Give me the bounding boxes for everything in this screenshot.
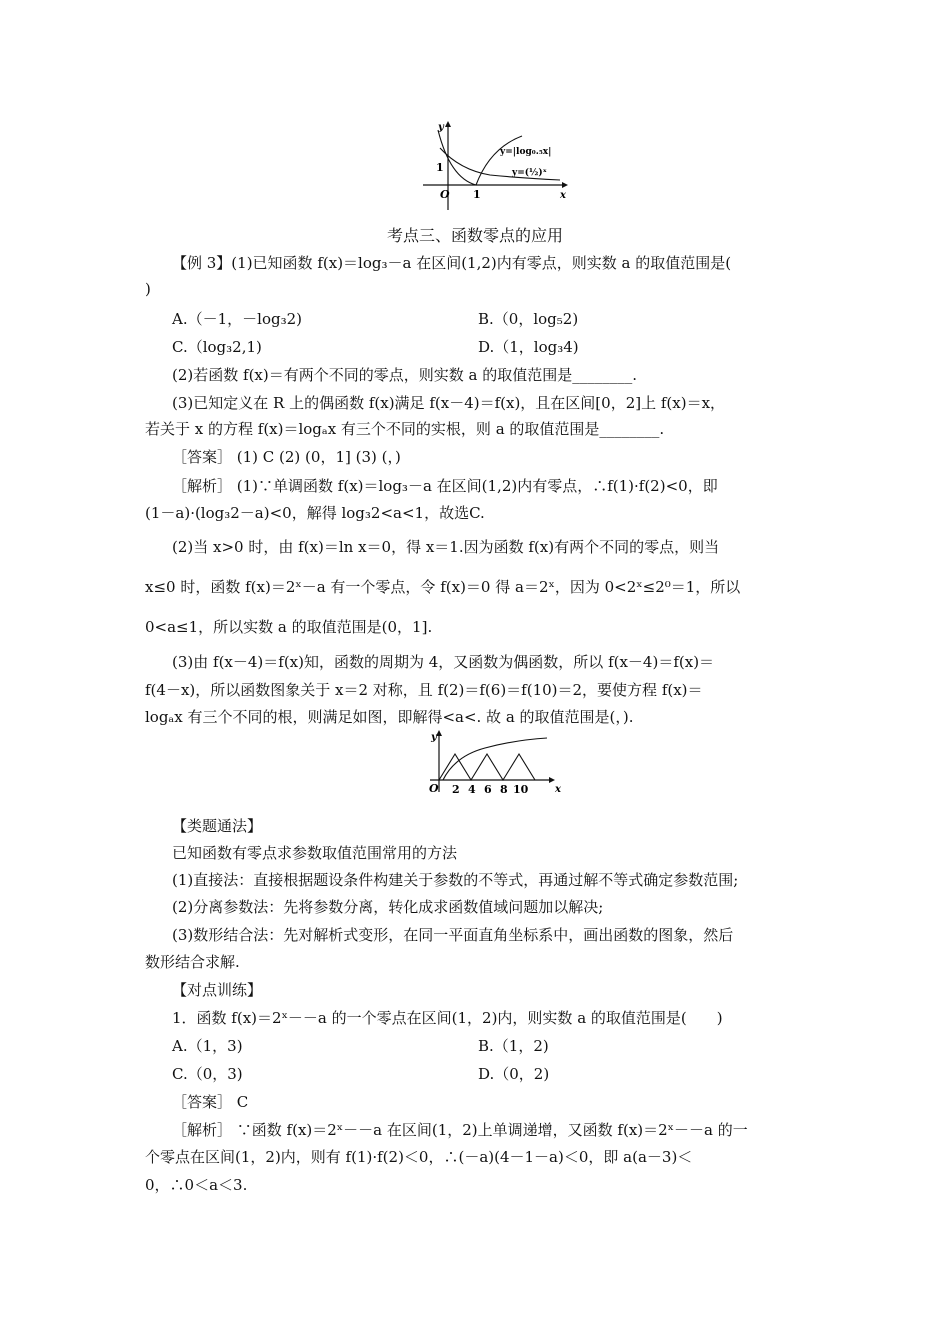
method-title: 【类题通法】 [172, 817, 263, 835]
figure-log-exp-graph [420, 118, 570, 214]
example-solution-1-line-2: (1－a)·(log₃2－a)<0，解得 log₃2<a<1，故选C. [145, 504, 485, 522]
fig2-origin: O [429, 782, 439, 795]
fig1-tick-x-1: 1 [473, 188, 481, 201]
method-item-3-line-1: (3)数形结合法：先对解析式变形，在同一平面直角坐标系中，画出函数的图象，然后 [172, 926, 734, 944]
fig2-tick-6: 6 [484, 783, 492, 796]
fig2-y-label: y [431, 732, 437, 743]
fig2-tick-8: 8 [500, 783, 508, 796]
fig1-label-log: y=|log₀.₅x| [500, 147, 552, 157]
fig2-x-label: x [555, 784, 561, 795]
periodic-triangle-wave [439, 754, 535, 780]
fig2-tick-10: 10 [513, 783, 529, 796]
example-solution-2-line-1: (2)当 x>0 时，由 f(x)＝ln x＝0，得 x＝1.因为函数 f(x)有两个不同的零点，则当 [172, 538, 720, 556]
figure-periodic-graph [425, 728, 565, 798]
example-option-a: A.（－1，－log₃2) [172, 310, 302, 328]
example-question-1-line-1: 【例 3】(1)已知函数 f(x)＝log₃－a 在区间(1,2)内有零点，则实数 a 的取值范围是( [172, 254, 732, 272]
example-question-3-line-1: (3)已知定义在 R 上的偶函数 f(x)满足 f(x－4)＝f(x)，且在区间[0，2]上 f(x)＝x， [172, 394, 726, 412]
fig1-tick-y-1: 1 [436, 161, 444, 174]
example-solution-2-line-3: 0<a≤1，所以实数 a 的取值范围是(0，1]. [145, 618, 433, 636]
practice-option-d: D.（0，2) [478, 1065, 550, 1083]
section-title: 考点三、函数零点的应用 [386, 226, 563, 245]
method-item-1: (1)直接法：直接根据题设条件构建关于参数的不等式，再通过解不等式确定参数范围; [172, 871, 739, 889]
practice-title: 【对点训练】 [172, 981, 263, 999]
example-solution-3-line-3: logₐx 有三个不同的根，则满足如图，即解得<a<. 故 a 的取值范围是(，). [145, 708, 634, 726]
example-solution-2-line-2: x≤0 时，函数 f(x)＝2ˣ－a 有一个零点，令 f(x)＝0 得 a＝2ˣ，因为 0<2ˣ≤2⁰＝1，所以 [145, 578, 741, 596]
fig1-label-exp: y=(½)ˣ [512, 168, 547, 178]
x-axis-arrow [549, 777, 555, 783]
fig2-tick-2: 2 [452, 783, 460, 796]
y-axis-arrow [445, 121, 451, 127]
example-option-c: C.（log₃2,1) [172, 338, 262, 356]
example-question-3-line-2: 若关于 x 的方程 f(x)＝logₐx 有三个不同的实根，则 a 的取值范围是________. [145, 420, 665, 438]
method-intro: 已知函数有零点求参数取值范围常用的方法 [172, 844, 458, 862]
example-option-d: D.（1，log₃4) [478, 338, 579, 356]
x-axis-arrow [562, 182, 568, 188]
example-option-b: B.（0，log₅2) [478, 310, 579, 328]
fig1-x-label: x [560, 190, 566, 201]
fig1-origin: O [440, 188, 450, 201]
practice-option-a: A.（1，3) [172, 1037, 243, 1055]
practice-solution-line-3: 0，∴0＜a＜3. [145, 1176, 248, 1194]
practice-question-1: 1．函数 f(x)＝2ˣ－－a 的一个零点在区间(1，2)内，则实数 a 的取值范围是( ) [172, 1009, 723, 1027]
method-item-3-line-2: 数形结合求解. [145, 953, 240, 971]
practice-solution-line-1: ［解析］ ∵函数 f(x)＝2ˣ－－a 在区间(1，2)上单调递增，又函数 f(x)＝2ˣ－－a 的一 [172, 1121, 748, 1139]
example-solution-1-line-1: ［解析］ (1)∵单调函数 f(x)＝log₃－a 在区间(1,2)内有零点，∴f(1)·f(2)<0，即 [172, 477, 718, 495]
example-solution-3-line-1: (3)由 f(x－4)＝f(x)知，函数的周期为 4，又函数为偶函数，所以 f(x－4)＝f(x)＝ [172, 653, 715, 671]
practice-solution-line-2: 个零点在区间(1，2)内，则有 f(1)·f(2)＜0，∴(－a)(4－1－a)＜0，即 a(a－3)＜ [145, 1148, 693, 1166]
practice-answer: ［答案］ C [172, 1093, 249, 1111]
example-solution-3-line-2: f(4－x)，所以函数图象关于 x＝2 对称，且 f(2)＝f(6)＝f(10)＝2，要使方程 f(x)＝ [145, 681, 703, 699]
fig2-tick-4: 4 [468, 783, 476, 796]
method-item-2: (2)分离参数法：先将参数分离，转化成求函数值域问题加以解决; [172, 898, 604, 916]
example-question-1-line-2: ) [145, 280, 151, 298]
example-answer: ［答案］ (1) C (2) (0，1] (3) (，) [172, 448, 401, 466]
practice-option-c: C.（0，3) [172, 1065, 243, 1083]
fig1-y-label: y [438, 122, 444, 133]
practice-option-b: B.（1，2) [478, 1037, 549, 1055]
y-axis-arrow [436, 730, 442, 736]
example-question-2: (2)若函数 f(x)＝有两个不同的零点，则实数 a 的取值范围是________. [172, 366, 637, 384]
